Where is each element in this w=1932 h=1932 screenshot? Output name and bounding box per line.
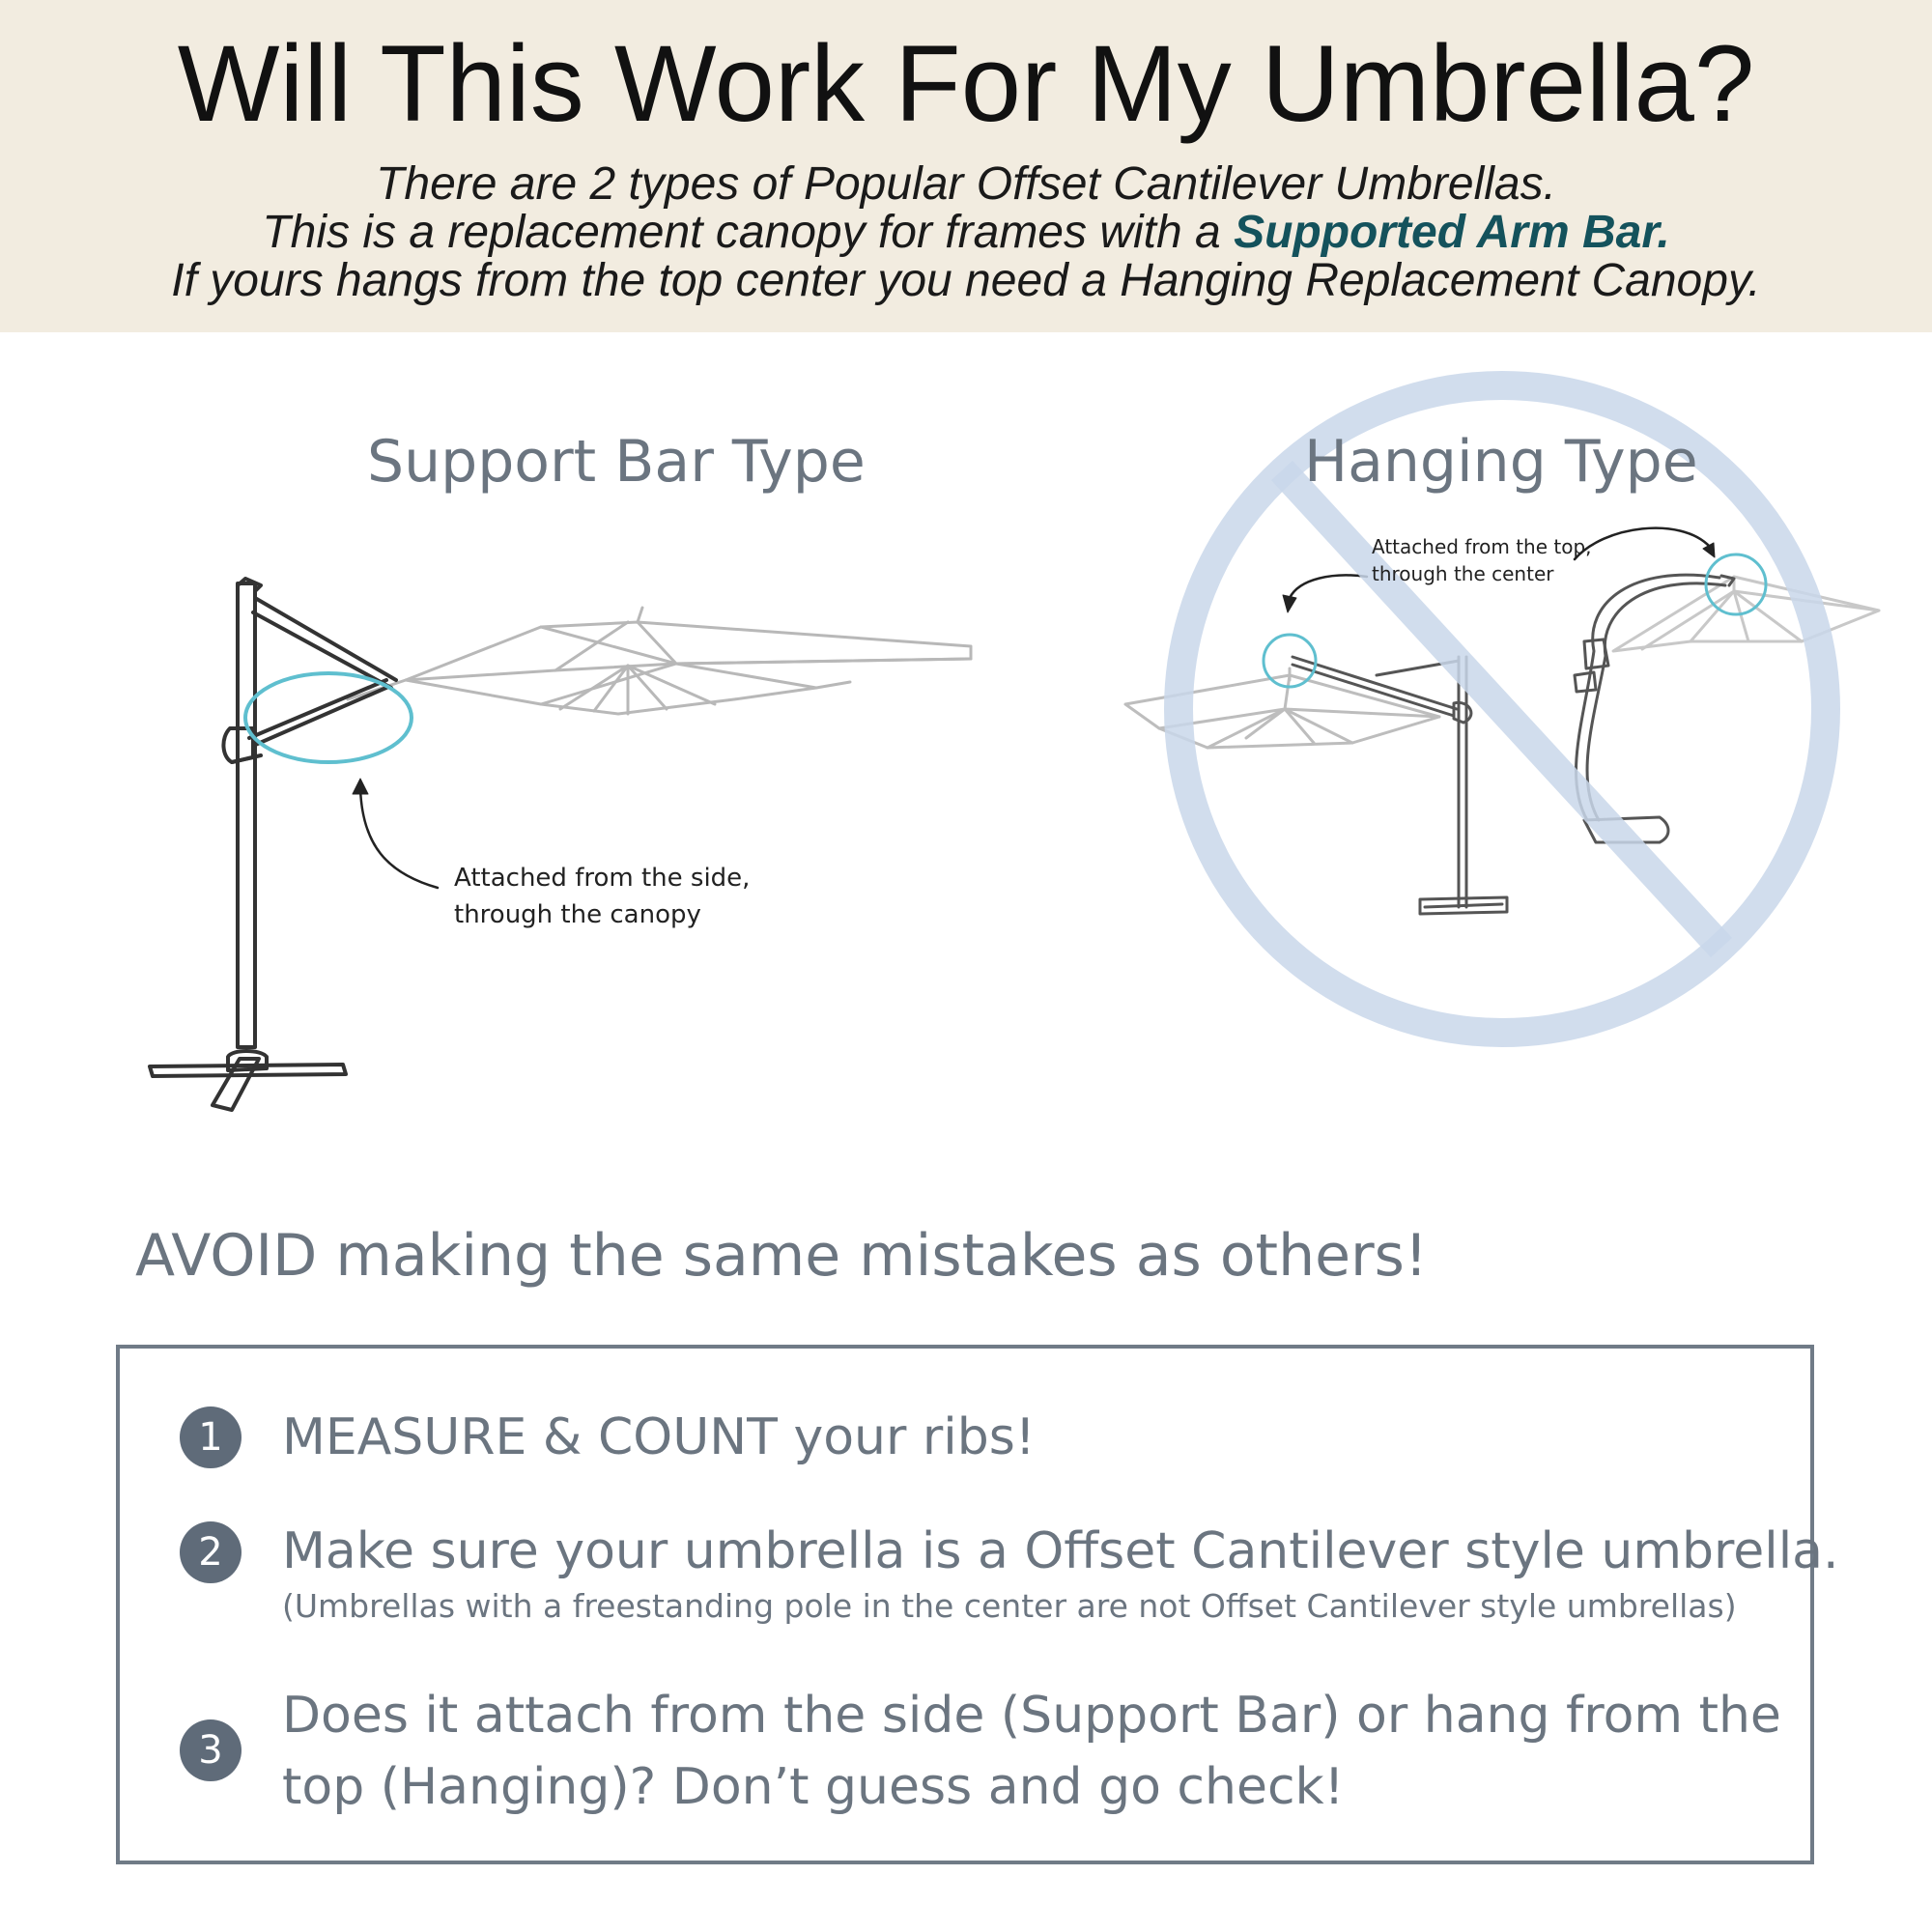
support-bar-umbrella-illustration	[150, 579, 971, 1110]
supported-arm-bar-highlight: Supported Arm Bar.	[1234, 207, 1670, 258]
support-bar-callout	[454, 860, 750, 933]
avoid-mistakes-heading: AVOID making the same mistakes as others!	[135, 1222, 1428, 1290]
tips-box	[116, 1345, 1839, 1864]
tip-1-text: MEASURE & COUNT your ribs!	[282, 1408, 1036, 1466]
tip-3-text-line-1: Does it attach from the side (Support Bar) or hang from the	[282, 1687, 1781, 1745]
hanging-type-title: Hanging Type	[1304, 428, 1698, 496]
hanging-callout	[1372, 533, 1592, 587]
tip-2-number-badge: 2	[180, 1521, 242, 1583]
support-bar-callout-line-1: Attached from the side,	[454, 864, 751, 893]
tip-1-number-badge: 1	[180, 1406, 242, 1468]
tip-2-text: Make sure your umbrella is a Offset Cantilever style umbrella.	[282, 1522, 1839, 1580]
header-banner	[0, 0, 1932, 332]
tip-3-text-line-2: top (Hanging)? Don’t guess and go check!	[282, 1758, 1345, 1816]
page-title: Will This Work For My Umbrella?	[177, 23, 1755, 144]
tip-3-number-badge: 3	[180, 1719, 242, 1781]
support-bar-type-title: Support Bar Type	[367, 428, 866, 496]
subtitle-line-3: If yours hangs from the top center you need a Hanging Replacement Canopy.	[171, 255, 1761, 306]
subtitle-line-2-prefix: This is a replacement canopy for frames with a	[262, 207, 1235, 258]
subtitle-line-1: There are 2 types of Popular Offset Cantilever Umbrellas.	[376, 158, 1556, 210]
subtitle-line-2	[0, 208, 1932, 258]
hanging-callout-line-1: Attached from the top,	[1372, 535, 1592, 558]
support-bar-callout-line-2: through the canopy	[454, 900, 701, 929]
hanging-callout-line-2: through the center	[1372, 562, 1554, 585]
tip-2-note: (Umbrellas with a freestanding pole in the center are not Offset Cantilever style umbrellas)	[282, 1587, 1737, 1625]
